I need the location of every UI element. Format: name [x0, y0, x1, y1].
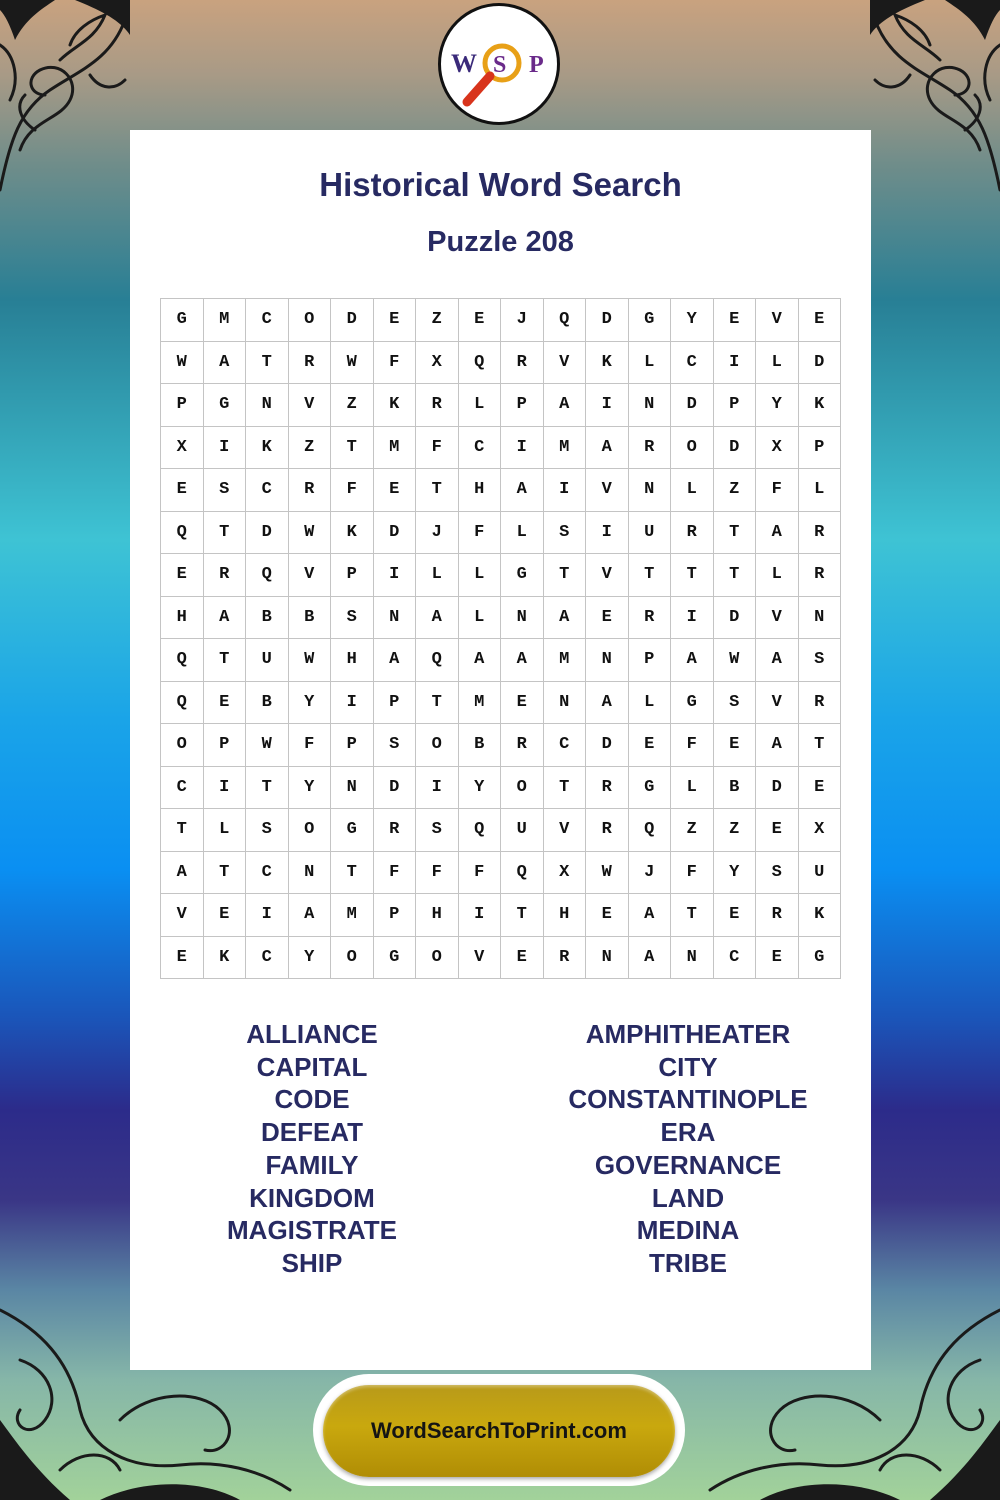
grid-cell[interactable]: S: [756, 852, 799, 895]
grid-cell[interactable]: L: [204, 809, 247, 852]
grid-cell[interactable]: W: [289, 639, 332, 682]
grid-cell[interactable]: H: [416, 894, 459, 937]
grid-cell[interactable]: B: [714, 767, 757, 810]
grid-cell[interactable]: Y: [459, 767, 502, 810]
grid-cell[interactable]: A: [204, 342, 247, 385]
grid-cell[interactable]: R: [756, 894, 799, 937]
grid-cell[interactable]: R: [629, 427, 672, 470]
grid-cell[interactable]: P: [374, 894, 417, 937]
grid-cell[interactable]: F: [331, 469, 374, 512]
grid-cell[interactable]: C: [246, 852, 289, 895]
grid-cell[interactable]: T: [671, 894, 714, 937]
grid-cell[interactable]: T: [544, 554, 587, 597]
grid-cell[interactable]: U: [799, 852, 842, 895]
grid-cell[interactable]: T: [416, 469, 459, 512]
grid-cell[interactable]: A: [756, 639, 799, 682]
grid-cell[interactable]: I: [416, 767, 459, 810]
grid-cell[interactable]: E: [459, 299, 502, 342]
grid-cell[interactable]: M: [544, 427, 587, 470]
grid-cell[interactable]: K: [374, 384, 417, 427]
grid-cell[interactable]: J: [416, 512, 459, 555]
grid-cell[interactable]: O: [671, 427, 714, 470]
grid-cell[interactable]: A: [161, 852, 204, 895]
grid-cell[interactable]: L: [501, 512, 544, 555]
grid-cell[interactable]: E: [714, 299, 757, 342]
grid-cell[interactable]: P: [331, 554, 374, 597]
grid-cell[interactable]: P: [501, 384, 544, 427]
grid-cell[interactable]: I: [586, 384, 629, 427]
grid-cell[interactable]: J: [501, 299, 544, 342]
grid-cell[interactable]: E: [161, 937, 204, 980]
grid-cell[interactable]: M: [204, 299, 247, 342]
grid-cell[interactable]: O: [289, 809, 332, 852]
grid-cell[interactable]: A: [544, 597, 587, 640]
grid-cell[interactable]: A: [629, 937, 672, 980]
grid-cell[interactable]: C: [161, 767, 204, 810]
grid-cell[interactable]: V: [756, 597, 799, 640]
grid-cell[interactable]: Q: [161, 639, 204, 682]
grid-cell[interactable]: K: [799, 894, 842, 937]
grid-cell[interactable]: P: [161, 384, 204, 427]
grid-cell[interactable]: W: [289, 512, 332, 555]
grid-cell[interactable]: V: [289, 554, 332, 597]
grid-cell[interactable]: R: [629, 597, 672, 640]
wsp-logo[interactable]: [438, 3, 560, 125]
grid-cell[interactable]: N: [586, 937, 629, 980]
grid-cell[interactable]: Q: [544, 299, 587, 342]
grid-cell[interactable]: X: [416, 342, 459, 385]
grid-cell[interactable]: A: [289, 894, 332, 937]
grid-cell[interactable]: K: [246, 427, 289, 470]
grid-cell[interactable]: A: [671, 639, 714, 682]
word-list-item: ERA: [660, 1117, 716, 1148]
grid-cell[interactable]: T: [544, 767, 587, 810]
grid-cell[interactable]: H: [544, 894, 587, 937]
letter-grid: [160, 298, 841, 979]
grid-cell[interactable]: K: [204, 937, 247, 980]
grid-cell[interactable]: S: [246, 809, 289, 852]
word-list-item: CODE: [274, 1084, 350, 1115]
grid-cell[interactable]: R: [671, 512, 714, 555]
grid-cell[interactable]: U: [246, 639, 289, 682]
grid-cell[interactable]: Q: [161, 682, 204, 725]
grid-cell[interactable]: E: [204, 682, 247, 725]
grid-cell[interactable]: A: [501, 469, 544, 512]
grid-cell[interactable]: X: [799, 809, 842, 852]
grid-cell[interactable]: D: [714, 427, 757, 470]
grid-cell[interactable]: Z: [289, 427, 332, 470]
grid-cell[interactable]: H: [331, 639, 374, 682]
grid-cell[interactable]: E: [714, 724, 757, 767]
grid-cell[interactable]: O: [501, 767, 544, 810]
page-title: Historical Word Search: [319, 166, 682, 203]
grid-cell[interactable]: V: [586, 554, 629, 597]
grid-cell[interactable]: E: [501, 937, 544, 980]
grid-cell[interactable]: E: [374, 469, 417, 512]
grid-cell[interactable]: I: [501, 427, 544, 470]
grid-cell[interactable]: D: [586, 299, 629, 342]
grid-cell[interactable]: N: [501, 597, 544, 640]
grid-cell[interactable]: Y: [289, 767, 332, 810]
grid-cell[interactable]: C: [544, 724, 587, 767]
grid-cell[interactable]: E: [501, 682, 544, 725]
grid-cell[interactable]: A: [586, 682, 629, 725]
grid-cell[interactable]: Q: [501, 852, 544, 895]
grid-cell[interactable]: B: [246, 682, 289, 725]
grid-cell[interactable]: V: [289, 384, 332, 427]
grid-cell[interactable]: R: [204, 554, 247, 597]
word-list-item: KINGDOM: [249, 1182, 375, 1213]
grid-cell[interactable]: R: [416, 384, 459, 427]
grid-cell[interactable]: R: [544, 937, 587, 980]
grid-cell[interactable]: P: [331, 724, 374, 767]
grid-cell[interactable]: G: [629, 767, 672, 810]
grid-cell[interactable]: F: [756, 469, 799, 512]
grid-cell[interactable]: T: [331, 852, 374, 895]
grid-cell[interactable]: A: [756, 724, 799, 767]
grid-cell[interactable]: W: [161, 342, 204, 385]
grid-cell[interactable]: M: [544, 639, 587, 682]
grid-cell[interactable]: T: [204, 639, 247, 682]
grid-cell[interactable]: Q: [459, 342, 502, 385]
logo-letter-p: P: [529, 52, 544, 78]
grid-cell[interactable]: O: [416, 724, 459, 767]
grid-cell[interactable]: Y: [756, 384, 799, 427]
word-list-item: MEDINA: [636, 1215, 740, 1246]
grid-cell[interactable]: N: [629, 384, 672, 427]
grid-cell[interactable]: N: [629, 469, 672, 512]
grid-cell[interactable]: P: [204, 724, 247, 767]
grid-cell[interactable]: T: [161, 809, 204, 852]
grid-cell[interactable]: E: [204, 894, 247, 937]
website-link-button[interactable]: WordSearchToPrint.com: [323, 1385, 675, 1477]
grid-cell[interactable]: O: [289, 299, 332, 342]
corner-flourish-top-left: [0, 0, 130, 200]
grid-cell[interactable]: C: [714, 937, 757, 980]
grid-cell[interactable]: Z: [714, 469, 757, 512]
grid-cell[interactable]: L: [756, 554, 799, 597]
grid-cell[interactable]: L: [629, 682, 672, 725]
grid-cell[interactable]: Z: [714, 809, 757, 852]
grid-cell[interactable]: A: [459, 639, 502, 682]
grid-cell[interactable]: I: [671, 597, 714, 640]
grid-cell[interactable]: N: [289, 852, 332, 895]
word-list-item: CITY: [658, 1051, 718, 1082]
grid-cell[interactable]: T: [246, 342, 289, 385]
grid-cell[interactable]: A: [374, 639, 417, 682]
grid-cell[interactable]: P: [629, 639, 672, 682]
grid-cell[interactable]: R: [501, 342, 544, 385]
grid-cell[interactable]: T: [416, 682, 459, 725]
grid-cell[interactable]: T: [331, 427, 374, 470]
grid-cell[interactable]: G: [501, 554, 544, 597]
grid-cell[interactable]: C: [459, 427, 502, 470]
grid-cell[interactable]: V: [756, 299, 799, 342]
grid-cell[interactable]: U: [629, 512, 672, 555]
grid-cell[interactable]: C: [246, 937, 289, 980]
grid-cell[interactable]: O: [331, 937, 374, 980]
grid-cell[interactable]: D: [756, 767, 799, 810]
grid-cell[interactable]: V: [544, 809, 587, 852]
word-list-item: TRIBE: [649, 1247, 727, 1278]
grid-cell[interactable]: E: [161, 469, 204, 512]
grid-cell[interactable]: U: [501, 809, 544, 852]
grid-cell[interactable]: I: [331, 682, 374, 725]
grid-cell[interactable]: F: [289, 724, 332, 767]
word-list-item: ALLIANCE: [246, 1019, 378, 1049]
grid-cell[interactable]: R: [586, 767, 629, 810]
grid-cell[interactable]: X: [161, 427, 204, 470]
grid-cell[interactable]: T: [204, 512, 247, 555]
corner-flourish-top-right: [870, 0, 1000, 200]
grid-cell[interactable]: F: [374, 852, 417, 895]
grid-cell[interactable]: A: [501, 639, 544, 682]
logo-letter-w: W: [451, 49, 477, 78]
grid-cell[interactable]: H: [161, 597, 204, 640]
grid-cell[interactable]: A: [586, 427, 629, 470]
grid-cell[interactable]: I: [374, 554, 417, 597]
grid-cell[interactable]: I: [714, 342, 757, 385]
grid-cell[interactable]: C: [671, 342, 714, 385]
grid-cell[interactable]: Z: [331, 384, 374, 427]
grid-cell[interactable]: M: [331, 894, 374, 937]
grid-cell[interactable]: E: [586, 597, 629, 640]
grid-cell[interactable]: L: [756, 342, 799, 385]
grid-cell[interactable]: T: [204, 852, 247, 895]
grid-cell[interactable]: O: [161, 724, 204, 767]
grid-cell[interactable]: V: [586, 469, 629, 512]
grid-cell[interactable]: L: [671, 767, 714, 810]
grid-cell[interactable]: F: [671, 724, 714, 767]
grid-cell[interactable]: M: [459, 682, 502, 725]
grid-cell[interactable]: S: [714, 682, 757, 725]
grid-cell[interactable]: Q: [416, 639, 459, 682]
grid-cell[interactable]: L: [629, 342, 672, 385]
grid-cell[interactable]: G: [799, 937, 842, 980]
grid-cell[interactable]: F: [459, 852, 502, 895]
word-list-item: CONSTANTINOPLE: [568, 1084, 808, 1115]
footer-badge: [313, 1374, 685, 1486]
grid-cell[interactable]: C: [246, 469, 289, 512]
grid-cell[interactable]: R: [586, 809, 629, 852]
grid-cell[interactable]: Q: [246, 554, 289, 597]
word-list-left: [162, 1018, 462, 1280]
grid-cell[interactable]: R: [289, 469, 332, 512]
grid-cell[interactable]: B: [246, 597, 289, 640]
grid-cell[interactable]: G: [374, 937, 417, 980]
grid-cell[interactable]: B: [289, 597, 332, 640]
grid-cell[interactable]: D: [246, 512, 289, 555]
grid-cell[interactable]: L: [459, 384, 502, 427]
grid-cell[interactable]: N: [246, 384, 289, 427]
grid-cell[interactable]: R: [799, 554, 842, 597]
grid-cell[interactable]: L: [799, 469, 842, 512]
grid-cell[interactable]: R: [799, 682, 842, 725]
puzzle-sheet: [130, 130, 871, 1370]
puzzle-number: Puzzle 208: [427, 226, 574, 258]
grid-cell[interactable]: T: [799, 724, 842, 767]
grid-cell[interactable]: Y: [714, 852, 757, 895]
grid-cell[interactable]: T: [501, 894, 544, 937]
grid-cell[interactable]: W: [246, 724, 289, 767]
grid-cell[interactable]: D: [374, 767, 417, 810]
grid-cell[interactable]: D: [799, 342, 842, 385]
word-list-item: FAMILY: [265, 1149, 359, 1180]
word-list-item: AMPHITHEATER: [585, 1019, 791, 1049]
grid-cell[interactable]: L: [459, 554, 502, 597]
grid-cell[interactable]: S: [204, 469, 247, 512]
grid-cell[interactable]: B: [459, 724, 502, 767]
grid-cell[interactable]: I: [246, 894, 289, 937]
grid-cell[interactable]: E: [586, 894, 629, 937]
grid-cell[interactable]: E: [161, 554, 204, 597]
word-list-item: CAPITAL: [256, 1051, 368, 1082]
grid-cell[interactable]: T: [671, 554, 714, 597]
grid-cell[interactable]: W: [331, 342, 374, 385]
grid-cell[interactable]: V: [459, 937, 502, 980]
grid-cell[interactable]: I: [586, 512, 629, 555]
magnifier-icon: [441, 6, 557, 122]
grid-cell[interactable]: E: [714, 894, 757, 937]
grid-cell[interactable]: X: [756, 427, 799, 470]
grid-cell[interactable]: V: [756, 682, 799, 725]
grid-cell[interactable]: E: [756, 809, 799, 852]
grid-cell[interactable]: P: [714, 384, 757, 427]
grid-cell[interactable]: N: [331, 767, 374, 810]
grid-cell[interactable]: F: [459, 512, 502, 555]
grid-cell[interactable]: R: [799, 512, 842, 555]
grid-cell[interactable]: G: [204, 384, 247, 427]
grid-cell[interactable]: V: [544, 342, 587, 385]
grid-cell[interactable]: F: [416, 852, 459, 895]
word-list-item: DEFEAT: [260, 1117, 364, 1148]
grid-cell[interactable]: S: [799, 639, 842, 682]
grid-cell[interactable]: A: [756, 512, 799, 555]
grid-cell[interactable]: S: [331, 597, 374, 640]
grid-cell[interactable]: N: [374, 597, 417, 640]
word-list-item: SHIP: [281, 1247, 343, 1278]
grid-cell[interactable]: S: [544, 512, 587, 555]
grid-cell[interactable]: N: [586, 639, 629, 682]
grid-cell[interactable]: M: [374, 427, 417, 470]
grid-cell[interactable]: P: [799, 427, 842, 470]
grid-cell[interactable]: Q: [161, 512, 204, 555]
grid-cell[interactable]: O: [416, 937, 459, 980]
grid-cell[interactable]: Z: [671, 809, 714, 852]
word-list-right: [538, 1018, 838, 1280]
grid-cell[interactable]: F: [374, 342, 417, 385]
grid-cell[interactable]: K: [586, 342, 629, 385]
grid-cell[interactable]: D: [374, 512, 417, 555]
grid-cell[interactable]: E: [756, 937, 799, 980]
word-list-item: LAND: [651, 1182, 725, 1213]
grid-cell[interactable]: A: [629, 894, 672, 937]
grid-cell[interactable]: G: [331, 809, 374, 852]
grid-cell[interactable]: A: [416, 597, 459, 640]
grid-cell[interactable]: E: [629, 724, 672, 767]
grid-cell[interactable]: I: [544, 469, 587, 512]
grid-cell[interactable]: K: [331, 512, 374, 555]
grid-cell[interactable]: Z: [416, 299, 459, 342]
grid-cell[interactable]: F: [416, 427, 459, 470]
grid-cell[interactable]: C: [246, 299, 289, 342]
grid-cell[interactable]: N: [799, 597, 842, 640]
grid-cell[interactable]: R: [501, 724, 544, 767]
grid-cell[interactable]: X: [544, 852, 587, 895]
grid-cell[interactable]: W: [714, 639, 757, 682]
grid-cell[interactable]: A: [544, 384, 587, 427]
grid-cell[interactable]: E: [374, 299, 417, 342]
grid-cell[interactable]: T: [246, 767, 289, 810]
grid-cell[interactable]: J: [629, 852, 672, 895]
grid-cell[interactable]: Q: [629, 809, 672, 852]
word-list-item: MAGISTRATE: [227, 1215, 397, 1246]
grid-cell[interactable]: L: [671, 469, 714, 512]
grid-cell[interactable]: G: [671, 682, 714, 725]
grid-cell[interactable]: Y: [289, 937, 332, 980]
grid-cell[interactable]: L: [416, 554, 459, 597]
grid-cell[interactable]: S: [416, 809, 459, 852]
logo-letter-s: S: [493, 52, 507, 78]
grid-cell[interactable]: R: [289, 342, 332, 385]
grid-cell[interactable]: D: [714, 597, 757, 640]
grid-cell[interactable]: Q: [459, 809, 502, 852]
grid-cell[interactable]: D: [671, 384, 714, 427]
grid-cell[interactable]: Y: [671, 299, 714, 342]
grid-cell[interactable]: L: [459, 597, 502, 640]
grid-cell[interactable]: G: [629, 299, 672, 342]
grid-cell[interactable]: G: [161, 299, 204, 342]
grid-cell[interactable]: I: [204, 767, 247, 810]
grid-cell[interactable]: N: [671, 937, 714, 980]
grid-cell[interactable]: A: [204, 597, 247, 640]
grid-cell[interactable]: E: [799, 299, 842, 342]
grid-cell[interactable]: V: [161, 894, 204, 937]
word-list-item: GOVERNANCE: [594, 1149, 782, 1180]
grid-cell[interactable]: N: [544, 682, 587, 725]
grid-cell[interactable]: P: [374, 682, 417, 725]
grid-cell[interactable]: E: [799, 767, 842, 810]
grid-cell[interactable]: K: [799, 384, 842, 427]
grid-cell[interactable]: T: [629, 554, 672, 597]
grid-cell[interactable]: F: [671, 852, 714, 895]
grid-cell[interactable]: W: [586, 852, 629, 895]
grid-cell[interactable]: I: [459, 894, 502, 937]
grid-cell[interactable]: Y: [289, 682, 332, 725]
grid-cell[interactable]: D: [586, 724, 629, 767]
grid-cell[interactable]: I: [204, 427, 247, 470]
grid-cell[interactable]: R: [374, 809, 417, 852]
grid-cell[interactable]: T: [714, 512, 757, 555]
grid-cell[interactable]: H: [459, 469, 502, 512]
grid-cell[interactable]: T: [714, 554, 757, 597]
grid-cell[interactable]: S: [374, 724, 417, 767]
grid-cell[interactable]: D: [331, 299, 374, 342]
